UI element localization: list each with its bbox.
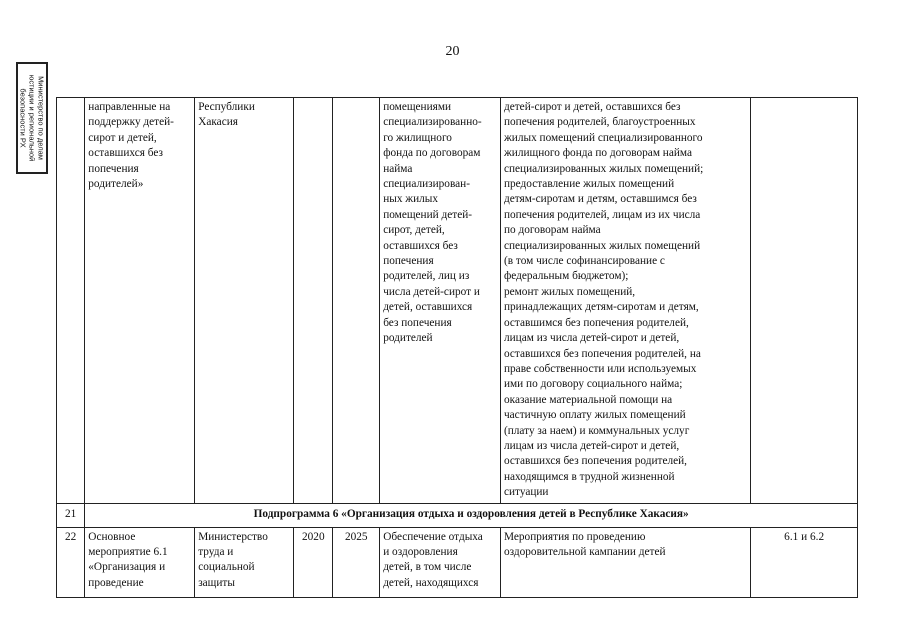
row-number <box>57 98 85 504</box>
cell-text-line: оставшихся без <box>383 239 458 252</box>
cell-text-line: (в том числе софинансирование с <box>503 255 665 268</box>
end-year: 2025 <box>333 527 380 597</box>
cell-text-line: поддержку детей- <box>88 116 174 129</box>
stamp-text <box>19 62 46 174</box>
cell-text-line: (плату за наем) и коммунальных услуг <box>503 424 690 437</box>
cell-text-line: сирот и детей, <box>88 131 157 144</box>
cell-text-line: специализированных жилых помещений; <box>503 162 704 175</box>
cell-text-line: найма <box>383 162 413 175</box>
cell-text-line: оставшихся без попечения родителей, <box>503 455 688 468</box>
cell-text-line: специализированно- <box>383 116 482 129</box>
page-number: 20 <box>445 44 460 59</box>
cell-text-line: ных жилых <box>383 193 439 206</box>
cell-text-line: без попечения <box>383 316 452 329</box>
measure-name-cell <box>85 98 195 504</box>
cell-text-line: по договорам найма <box>503 224 601 237</box>
executor-cell <box>195 527 294 597</box>
cell-text-line: оздоровительной кампании детей <box>503 545 666 558</box>
cell-text-line: детей-сирот и детей, оставшихся без <box>503 101 681 113</box>
stamp-line: юстиции и региональной <box>27 74 37 162</box>
expected-result-cell <box>380 527 501 597</box>
cell-text-line: Министерство <box>198 530 268 543</box>
cell-text-line: детям-сиротам и детям, оставшимся без <box>503 193 697 206</box>
start-year <box>294 98 333 504</box>
stamp-line: Министерство по делам <box>36 76 46 160</box>
measures-cell <box>500 98 750 504</box>
cell-text-line: Мероприятия по проведению <box>503 530 646 543</box>
cell-text-line: защиты <box>198 576 235 589</box>
cell-text-line: предоставление жилых помещений <box>503 178 675 191</box>
subprogram-title: Подпрограмма 6 «Организация отдыха и оздоровления детей в Республике Хакасия» <box>85 503 858 527</box>
cell-text-line: жилых помещений специализированного <box>503 131 703 144</box>
cell-text-line: Республики <box>198 101 255 113</box>
cell-text-line: оставшихся без <box>88 147 163 160</box>
indicators-cell <box>751 98 858 504</box>
cell-text-line: ситуации <box>503 486 549 499</box>
cell-text-line: детей, в том числе <box>383 561 472 574</box>
cell-text-line: находящимся в трудной жизненной <box>503 470 675 483</box>
cell-text-line: родителей» <box>88 178 144 191</box>
measures-cell <box>500 527 750 597</box>
cell-text-line: помещениями <box>383 101 452 113</box>
cell-text-line: праве собственности или используемых <box>503 362 697 375</box>
cell-text-line: сирот, детей, <box>383 224 445 237</box>
row-number: 21 <box>57 503 85 527</box>
row-number: 22 <box>57 527 85 597</box>
cell-text-line: детей, находящихся <box>383 576 479 589</box>
executor-cell <box>195 98 294 504</box>
end-year <box>333 98 380 504</box>
registration-stamp <box>16 62 48 174</box>
cell-text-line: частичную оплату жилых помещений <box>503 409 686 422</box>
cell-text-line: федеральным бюджетом); <box>503 270 629 283</box>
cell-text-line: проведение <box>88 576 144 589</box>
cell-text-line: фонда по договорам <box>383 147 481 160</box>
cell-text-line: оказание материальной помощи на <box>503 393 673 406</box>
cell-text-line: оставшимся без попечения родителей, <box>503 316 689 329</box>
cell-text-line: помещений детей- <box>383 208 473 221</box>
measure-name-cell <box>85 527 195 597</box>
cell-text-line: мероприятие 6.1 <box>88 545 168 558</box>
cell-text-line: направленные на <box>88 101 171 113</box>
program-table <box>56 97 858 598</box>
cell-text-line: «Организация и <box>88 561 166 574</box>
cell-text-line: Основное <box>88 530 136 543</box>
expected-result-cell <box>380 98 501 504</box>
table-row <box>57 98 858 504</box>
cell-text-line: специализированных жилых помещений <box>503 239 701 252</box>
stamp-line: безопасности РХ <box>18 88 28 148</box>
cell-text-line: попечения родителей, лицам из их числа <box>503 208 701 221</box>
cell-text-line: жилищного фонда по договорам найма <box>503 147 692 160</box>
cell-text-line: детей, оставшихся <box>383 301 473 314</box>
cell-text-line: оставшихся без попечения родителей, на <box>503 347 701 360</box>
cell-text-line: специализирован- <box>383 178 470 191</box>
cell-text-line: попечения <box>383 255 434 268</box>
cell-text-line: социальной <box>198 561 255 574</box>
cell-text-line: принадлежащих детям-сиротам и детям, <box>503 301 699 314</box>
cell-text-line: родителей, лиц из <box>383 270 470 283</box>
cell-text-line: го жилищного <box>383 131 452 144</box>
cell-text-line: числа детей-сирот и <box>383 285 480 298</box>
cell-text-line: родителей <box>383 332 433 345</box>
cell-text-line: и оздоровления <box>383 545 458 558</box>
cell-text-line: ими по договору социального найма; <box>503 378 683 391</box>
table-row <box>57 503 858 527</box>
start-year: 2020 <box>294 527 333 597</box>
cell-text-line: лицам из числа детей-сирот и детей, <box>503 439 680 452</box>
cell-text-line: лицам из числа детей-сирот и детей, <box>503 332 680 345</box>
cell-text-line: Обеспечение отдыха <box>383 530 483 543</box>
cell-text-line: Хакасия <box>198 116 238 129</box>
cell-text-line: попечения <box>88 162 139 175</box>
cell-text-line: ремонт жилых помещений, <box>503 285 636 298</box>
table-row <box>57 527 858 597</box>
cell-text-line: труда и <box>198 545 234 558</box>
indicators-cell: 6.1 и 6.2 <box>751 527 858 597</box>
cell-text-line: попечения родителей, благоустроенных <box>503 116 696 129</box>
